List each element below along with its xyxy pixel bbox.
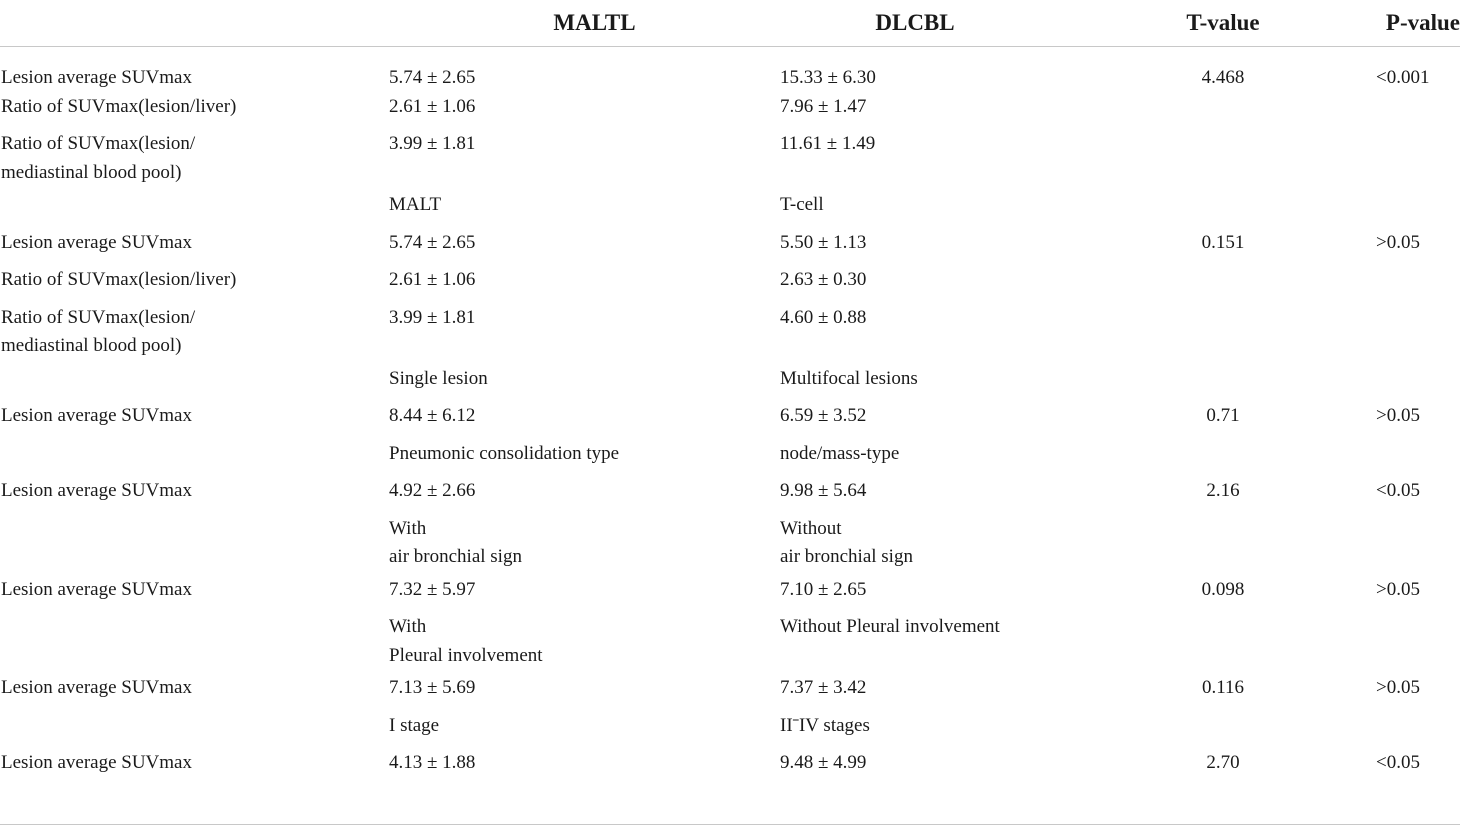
- row-label: [0, 440, 389, 478]
- p-value-cell: >0.05: [1376, 578, 1420, 600]
- row-label: Lesion average SUVmax: [1, 480, 192, 501]
- p-value-cell: [1320, 304, 1460, 365]
- row-label: Lesion average SUVmax: [1, 677, 192, 698]
- row-label: Lesion average SUVmax: [1, 405, 192, 426]
- dlcbl-cell: 7.96 ± 1.47: [780, 95, 867, 117]
- t-value-cell: 0.116: [1201, 677, 1245, 698]
- subgroup-b-label: IIˉIV stages: [780, 714, 870, 736]
- header-p-value: P-value: [1320, 0, 1460, 47]
- t-value-cell: [1120, 515, 1320, 576]
- p-value-cell: >0.05: [1376, 677, 1420, 698]
- p-value-cell: [1320, 130, 1460, 191]
- maltl-cell: 5.74 ± 2.65: [389, 67, 476, 88]
- header-t-value: T-value: [1120, 0, 1320, 47]
- p-value-cell: [1320, 191, 1460, 229]
- bottom-rule: [0, 824, 1460, 825]
- row-label: Ratio of SUVmax(lesion/liver): [1, 95, 237, 117]
- table-row: [0, 229, 1460, 267]
- table-row: [0, 93, 1460, 131]
- t-value-cell: [1120, 130, 1320, 191]
- subgroup-b-label: node/mass-type: [780, 442, 900, 464]
- subgroup-row: [0, 440, 1460, 478]
- subgroup-row: [0, 613, 1460, 674]
- table-row: [0, 266, 1460, 304]
- dlcbl-cell: 7.37 ± 3.42: [780, 677, 867, 698]
- p-value-cell: [1320, 515, 1460, 576]
- t-value-cell: 0.151: [1201, 231, 1245, 253]
- maltl-cell: 8.44 ± 6.12: [389, 405, 476, 426]
- row-label: Ratio of SUVmax(lesion/liver): [1, 269, 237, 290]
- dlcbl-cell: 7.10 ± 2.65: [780, 578, 867, 600]
- maltl-cell: 2.61 ± 1.06: [389, 269, 476, 290]
- dlcbl-cell: 6.59 ± 3.52: [780, 405, 867, 426]
- p-value-cell: [1320, 712, 1460, 750]
- t-value-cell: [1120, 440, 1320, 478]
- table-row: [0, 477, 1460, 515]
- dlcbl-cell: 9.98 ± 5.64: [780, 480, 867, 501]
- maltl-cell: 7.32 ± 5.97: [389, 578, 476, 600]
- t-value-cell: 2.16: [1206, 480, 1240, 501]
- p-value-cell: [1320, 365, 1460, 403]
- t-value-cell: 0.71: [1206, 405, 1240, 426]
- t-value-cell: 4.468: [1201, 67, 1245, 88]
- row-label: [0, 712, 389, 750]
- subgroup-b-label: Multifocal lesions: [780, 367, 918, 389]
- header-row: [0, 0, 1460, 47]
- subgroup-row: [0, 191, 1460, 229]
- subgroup-a-label: I stage: [389, 714, 440, 736]
- subgroup-row: [0, 515, 1460, 576]
- dlcbl-cell: 11.61 ± 1.49: [780, 133, 876, 154]
- table-row: [0, 130, 1460, 191]
- row-label: [0, 613, 389, 674]
- t-value-cell: [1120, 304, 1320, 365]
- p-value-cell: [1320, 440, 1460, 478]
- subgroup-b-label: T-cell: [780, 194, 824, 215]
- header-dlcbl: DLCBL: [780, 0, 1120, 47]
- t-value-cell: 0.098: [1201, 578, 1245, 600]
- row-label: Lesion average SUVmax: [1, 752, 192, 773]
- dlcbl-cell: 2.63 ± 0.30: [780, 269, 867, 290]
- p-value-cell: [1320, 266, 1460, 304]
- row-label: Lesion average SUVmax: [1, 578, 192, 600]
- row-label: Lesion average SUVmax: [1, 67, 192, 88]
- maltl-cell: 3.99 ± 1.81: [389, 306, 476, 328]
- header-empty-cell: [0, 0, 389, 47]
- subgroup-a-label: With Pleural involvement: [389, 616, 543, 666]
- maltl-cell: 4.13 ± 1.88: [389, 752, 476, 773]
- subgroup-row: [0, 365, 1460, 403]
- maltl-cell: 3.99 ± 1.81: [389, 133, 476, 154]
- subgroup-row: [0, 712, 1460, 750]
- t-value-cell: [1120, 191, 1320, 229]
- p-value-cell: [1320, 93, 1460, 131]
- subgroup-b-label: Without Pleural involvement: [780, 616, 1000, 637]
- table-header: [0, 0, 1460, 47]
- maltl-cell: 4.92 ± 2.66: [389, 480, 476, 501]
- table-row: [0, 304, 1460, 365]
- table-row: [0, 576, 1460, 614]
- t-value-cell: [1120, 365, 1320, 403]
- row-label: Lesion average SUVmax: [1, 231, 192, 253]
- row-label: [0, 365, 389, 403]
- dlcbl-cell: 4.60 ± 0.88: [780, 306, 867, 328]
- subgroup-a-label: MALT: [389, 194, 442, 215]
- row-label: [0, 191, 389, 229]
- maltl-cell: 2.61 ± 1.06: [389, 95, 476, 117]
- t-value-cell: [1120, 613, 1320, 674]
- t-value-cell: [1120, 93, 1320, 131]
- header-maltl: MALTL: [389, 0, 780, 47]
- p-value-cell: <0.05: [1376, 752, 1420, 773]
- maltl-cell: 7.13 ± 5.69: [389, 677, 476, 698]
- dlcbl-cell: 9.48 ± 4.99: [780, 752, 867, 773]
- p-value-cell: <0.05: [1376, 480, 1420, 501]
- row-label: Ratio of SUVmax(lesion/ mediastinal blood pool): [1, 306, 196, 356]
- p-value-cell: [1320, 613, 1460, 674]
- subgroup-a-label: Single lesion: [389, 367, 488, 389]
- p-value-cell: >0.05: [1376, 231, 1420, 253]
- t-value-cell: 2.70: [1206, 752, 1240, 773]
- maltl-cell: 5.74 ± 2.65: [389, 231, 476, 253]
- dlcbl-cell: 5.50 ± 1.13: [780, 231, 867, 253]
- dlcbl-cell: 15.33 ± 6.30: [780, 67, 876, 88]
- t-value-cell: [1120, 712, 1320, 750]
- table-row: [0, 47, 1460, 93]
- table-row: [0, 402, 1460, 440]
- p-value-cell: <0.001: [1376, 67, 1430, 88]
- subgroup-b-label: Without air bronchial sign: [780, 517, 913, 567]
- p-value-cell: >0.05: [1376, 405, 1420, 426]
- subgroup-a-label: With air bronchial sign: [389, 517, 522, 567]
- table-body: [0, 47, 1460, 787]
- table-row: [0, 674, 1460, 712]
- row-label: [0, 515, 389, 576]
- table-row: [0, 749, 1460, 787]
- t-value-cell: [1120, 266, 1320, 304]
- subgroup-a-label: Pneumonic consolidation type: [389, 442, 620, 464]
- row-label: Ratio of SUVmax(lesion/ mediastinal blood pool): [1, 133, 196, 183]
